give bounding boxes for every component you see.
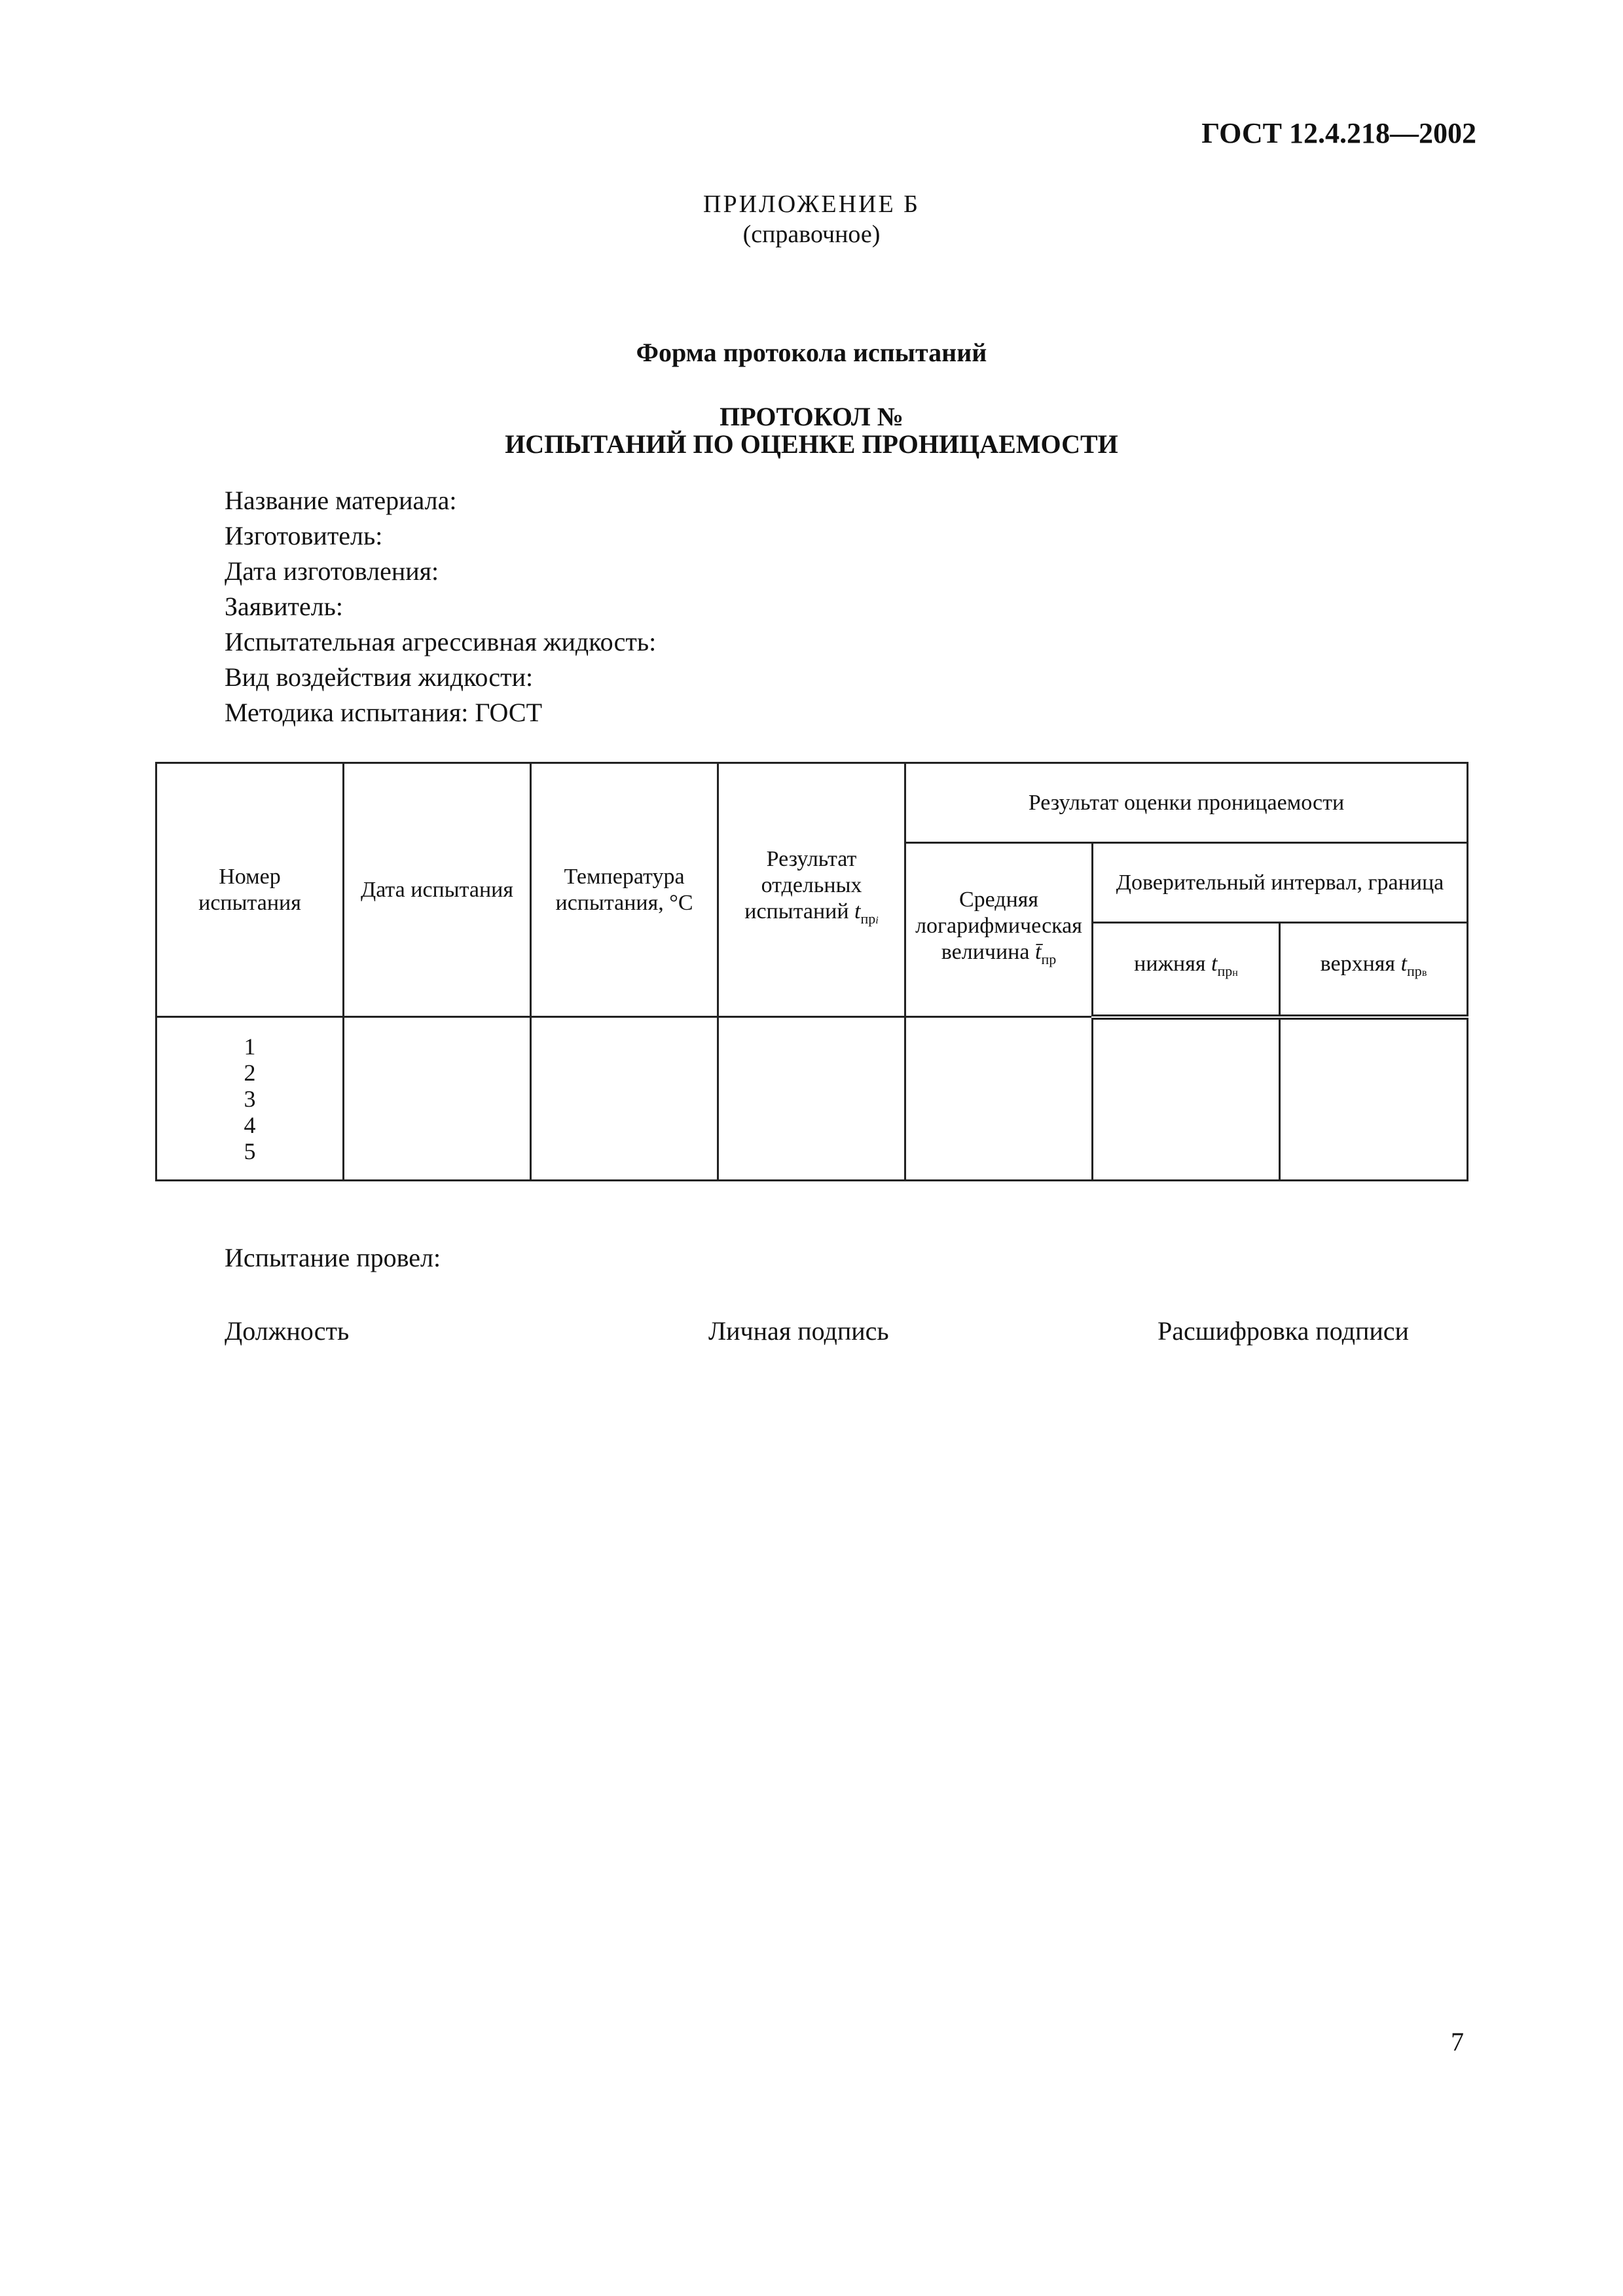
header-test-number-l2: испытания [198,890,301,915]
field-test-liquid: Испытательная агрессивная жидкость: [225,627,657,656]
symbol-subsub: н [1232,967,1238,979]
results-table [155,762,1468,1181]
page-number: 7 [1451,2027,1464,2056]
header-upper-text: верхняя [1320,952,1396,977]
row-number: 4 [244,1111,256,1138]
table-row [156,1017,1468,1181]
header-confidence-interval: Доверительный интервал, граница [1093,843,1468,923]
header-test-date: Дата испытания [344,763,531,1017]
symbol-sub: пр [1407,963,1422,980]
field-applicant: Заявитель: [225,592,344,621]
symbol-t: t [854,899,861,924]
field-test-method: Методика испытания: ГОСТ [225,698,543,727]
document-code: ГОСТ 12.4.218—2002 [1201,117,1476,149]
header-mean-l2: логарифмическая [915,914,1082,938]
symbol-sub: пр [1217,963,1233,980]
field-material-name: Название материала: [225,486,457,515]
form-title: Форма протокола испытаний [636,338,987,367]
header-mean-l3-text: величина [941,940,1030,964]
row-number: 1 [244,1033,256,1060]
header-result-l3-text: испытаний [744,899,849,924]
field-manufacture-date: Дата изготовления: [225,556,439,586]
header-lower-text: нижняя [1134,952,1206,977]
header-permeability-result: Результат оценки проницаемости [905,763,1468,843]
row-number: 2 [244,1059,256,1086]
header-temp-l2: испытания, °С [555,890,693,915]
row-numbers-cell [156,1017,344,1181]
conducted-by-label: Испытание провел: [225,1243,441,1272]
signature-decode-label: Расшифровка подписи [1158,1316,1409,1346]
header-test-number-l1: Номер [219,864,281,889]
signature-label: Личная подпись [708,1316,889,1346]
cell-mean-value [905,1017,1093,1181]
protocol-fields [225,483,656,730]
appendix-subtitle: (справочное) [742,221,881,248]
header-result-l1: Результат [766,846,857,871]
symbol-sub: пр [1041,951,1057,967]
cell-upper-bound [1280,1017,1468,1181]
header-result-l2: отдельных [761,872,862,897]
field-manufacturer: Изготовитель: [225,521,383,550]
header-temp-l1: Температура [564,864,685,889]
row-number: 3 [244,1085,256,1112]
appendix-title: ПРИЛОЖЕНИЕ Б [703,190,920,218]
header-test-number [156,763,344,1017]
protocol-title-line2: ИСПЫТАНИЙ ПО ОЦЕНКЕ ПРОНИЦАЕМОСТИ [505,429,1118,459]
symbol-t-bar: t̄ [1034,940,1042,964]
symbol-subsub: в [1421,967,1427,979]
header-upper-bound [1280,923,1468,1017]
cell-temperature [531,1017,718,1181]
cell-individual-result [718,1017,905,1181]
position-label: Должность [225,1316,350,1346]
header-mean-l1: Средняя [958,888,1039,912]
header-lower-bound [1093,923,1280,1017]
symbol-t: t [1211,952,1218,977]
header-individual-result [718,763,905,1017]
symbol-t: t [1400,952,1408,977]
header-test-temperature [531,763,718,1017]
cell-date [344,1017,531,1181]
row-number: 5 [244,1138,256,1164]
header-result-l3 [719,899,904,934]
field-exposure-type: Вид воздействия жидкости: [225,662,534,692]
symbol-sub: пр [860,910,876,927]
symbol-subsub: i [875,914,879,926]
protocol-title-line1: ПРОТОКОЛ № [720,402,903,431]
header-mean-log-value [905,843,1093,1017]
cell-lower-bound [1093,1017,1280,1181]
header-mean-l3 [906,939,1091,973]
